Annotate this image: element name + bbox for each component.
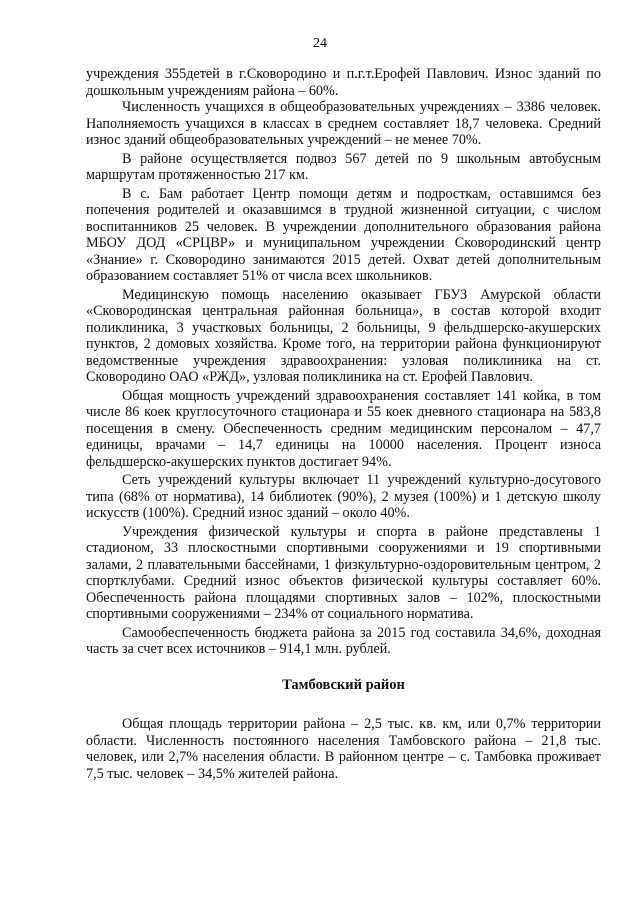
paragraph-budget: Самообеспеченность бюджета района за 2015 год составила 34,6%, доходная часть за счет всех источников – 914,1 млн. рублей. (86, 624, 601, 657)
paragraph-child-support: В с. Бам работает Центр помощи детям и подросткам, оставшимся без попечения родителей и оказавшимся в трудной жизненной ситуации, с числом воспитанников 25 человек. В учреждении дополнительного образования района МБОУ ДОД «СРЦВР» и муниципальном учреждении Сковородинский центр «Знание» г. Сковородино занимаются 2015 детей. Охват детей дополнительным образованием составляет 51% от числа всех школьников. (86, 185, 601, 284)
paragraph-medical-care: Медицинскую помощь населению оказывает ГБУЗ Амурской области «Сковородинская центральная районная больница», в состав которой входит поликлиника, 3 участковых больницы, 2 больницы, 9 фельдшерско-акушерских пунктов, 2 домовых хозяйства. Кроме того, на территории района функционируют ведомственные учреждения здравоохранения: узловая поликлиника на ст. Сковородино ОАО «РЖД», узловая поликлиника на ст. Ерофей Павлович. (86, 286, 601, 385)
section-heading: Тамбовский район (282, 676, 405, 693)
paragraph-preschool-continued: учреждения 355детей в г.Сковородино и п.г.т.Ерофей Павлович. Износ зданий по дошкольным учреждениям района – 60%. (86, 66, 601, 99)
paragraph-sports: Учреждения физической культуры и спорта в районе представлены 1 стадионом, 33 плоскостными спортивными сооружениями и 19 спортивными залами, 2 плавательными бассейнами, 1 физкультурно-оздоровительным центром, 2 спортклубами. Средний износ объектов физической культуры составляет 60%. Обеспеченность района площадями спортивных залов – 102%, плоскостными спортивными сооружениями – 234% от социального норматива. (86, 523, 601, 622)
paragraph-tambov-territory: Общая площадь территории района – 2,5 тыс. кв. км, или 0,7% территории области. Численность постоянного населения Тамбовского района – 21,8 тыс. человек, или 2,7% населения области. В районном центре – с. Тамбовка проживает 7,5 тыс. человек – 34,5% жителей района. (86, 716, 601, 782)
paragraph-healthcare-capacity: Общая мощность учреждений здравоохранения составляет 141 койка, в том числе 86 коек круглосуточного стационара и 55 коек дневного стационара на 583,8 посещения в смену. Обеспеченность средним медицинским персоналом – 47,7 единицы, врачами – 14,7 единицы на 10000 населения. Процент износа фельдшерско-акушерских пунктов достигает 94%. (86, 387, 601, 470)
paragraph-culture: Сеть учреждений культуры включает 11 учреждений культурно-досугового типа (68% от норматива), 14 библиотек (90%), 2 музея (100%) и 1 детскую школу искусств (100%). Средний износ зданий – около 40%. (86, 472, 601, 521)
paragraph-school-buses: В районе осуществляется подвоз 567 детей по 9 школьным автобусным маршрутам протяженностью 217 км. (86, 150, 601, 183)
paragraph-schools: Численность учащихся в общеобразовательных учреждениях – 3386 человек. Наполняемость учащихся в классах в среднем составляет 18,7 человека. Средний износ зданий общеобразовательных учреждений – не менее 70%. (86, 99, 601, 148)
document-body (86, 66, 601, 782)
page-number: 24 (313, 36, 327, 51)
